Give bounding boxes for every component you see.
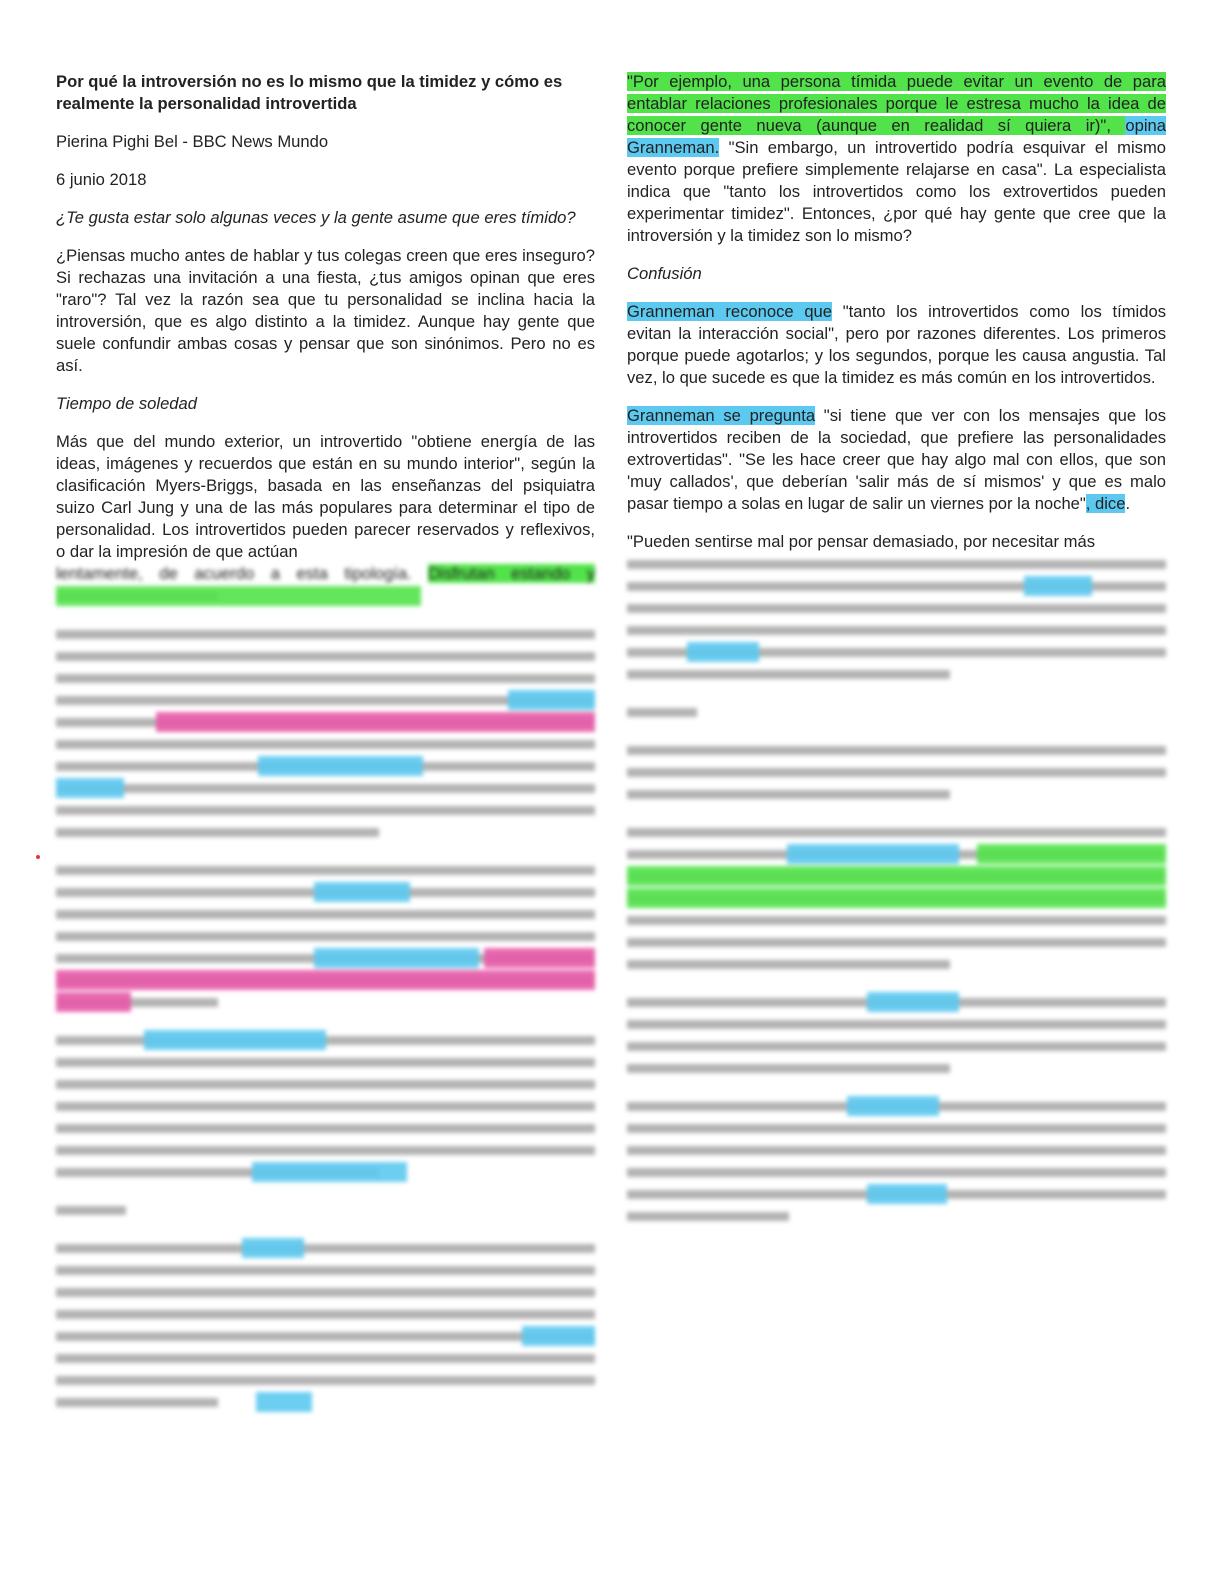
article-title: Por qué la introversión no es lo mismo que la timidez y cómo es realmente la personalidad introvertida [56, 72, 563, 113]
redacted-block [56, 859, 595, 1013]
lead: ¿Te gusta estar solo algunas veces y la gente asume que eres tímido? [56, 208, 576, 227]
paragraph: ¿Piensas mucho antes de hablar y tus colegas creen que eres inseguro? Si rechazas una invitación a una fiesta, ¿tus amigos opinan que eres "raro"? Tal vez la razón sea que tu personalidad se inclina hacia la introversión, que es algo distinto a la timidez. Aunque hay gente que suele confundir ambas cosas y pensar que son sinónimos. Pero no es así. [56, 246, 595, 375]
paragraph: Más que del mundo exterior, un introvertido "obtiene energía de las ideas, imágenes y recuerdos que están en su mundo interior", según la clasificación Myers-Briggs, basada en las enseñanzas del psiquiatra suizo Carl Jung y una de las más populares para determinar el tipo de personalidad. Los introvertidos pueden parecer reservados y reflexivos, o dar la impresión de que actúan [56, 432, 595, 561]
right-column [627, 71, 1166, 1243]
paragraph: "Pueden sentirse mal por pensar demasiado, por necesitar más [627, 532, 1095, 551]
redacted-block [56, 1237, 595, 1413]
redacted-heading [627, 701, 1166, 723]
paragraph: "Por ejemplo, una persona tímida puede evitar un evento de para entablar relaciones profesionales porque le estresa mucho la idea de conocer gente nueva (aunque en realidad sí quiera ir)", opina Granneman. "Sin embargo, un introvertido podría esquivar el mismo evento porque prefiere simplemente relajarse en casa". La especialista indica que "tanto los introvertidos como los extrovertidos pueden experimentar timidez". Entonces, ¿por qué hay gente que cree que la introversión y la timidez son lo mismo? [627, 72, 1166, 245]
redacted-block [627, 739, 1166, 805]
red-mark [36, 855, 40, 859]
redacted-heading [56, 1199, 595, 1221]
redacted-block [627, 991, 1166, 1079]
redacted-block [627, 821, 1166, 975]
date: 6 junio 2018 [56, 170, 147, 189]
paragraph: Granneman reconoce que "tanto los introvertidos como los tímidos evitan la interacción social", pero por razones diferentes. Los primeros porque puede agotarlos; y los segundos, porque les causa angustia. Tal vez, lo que sucede es que la timidez es más común en los introvertidos. [627, 302, 1166, 387]
redacted-block [56, 1029, 595, 1183]
blurred-line: lentamente, de acuerdo a esta tipología. Disfrutan estando y [56, 564, 595, 583]
section-heading: Confusión [627, 264, 702, 283]
redacted-block [56, 585, 595, 607]
section-heading: Tiempo de soledad [56, 394, 197, 413]
left-column [56, 71, 595, 1429]
redacted-block [627, 553, 1166, 685]
redacted-block [56, 623, 595, 843]
redacted-block [627, 1095, 1166, 1227]
paragraph: Granneman se pregunta "si tiene que ver con los mensajes que los introvertidos reciben de la sociedad, que prefiere las personalidades extrovertidas". "Se les hace creer que hay algo mal con ellos, que son 'muy callados', que deberían 'salir más de sí mismos' y que es malo pasar tiempo a solas en lugar de salir un viernes por la noche", dice. [627, 406, 1166, 513]
author: Pierina Pighi Bel - BBC News Mundo [56, 132, 329, 151]
